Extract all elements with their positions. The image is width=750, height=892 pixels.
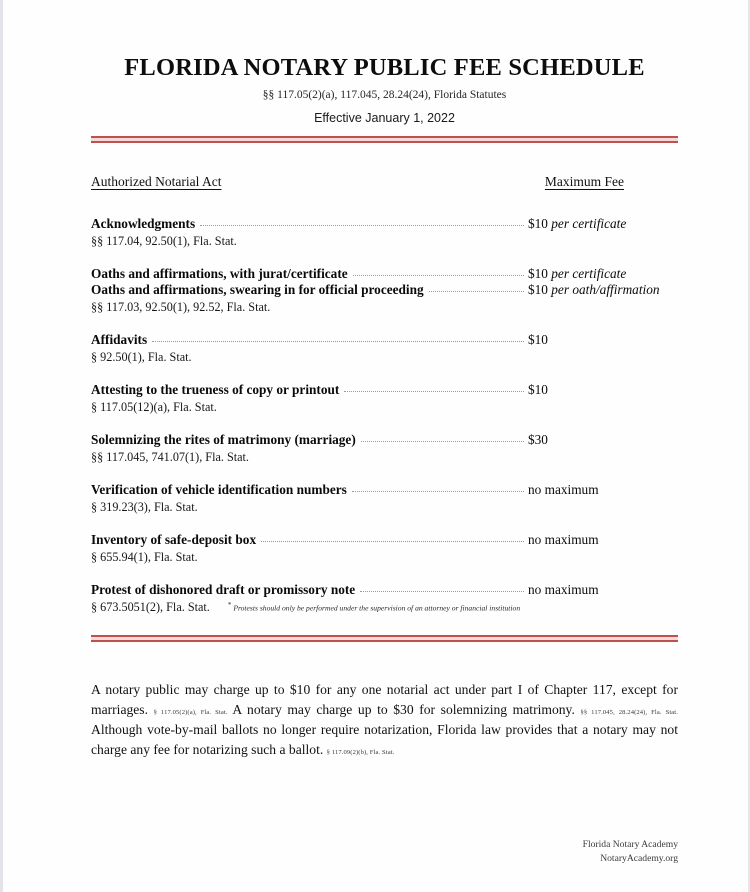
fee-line xyxy=(91,382,678,398)
table-row xyxy=(91,332,678,365)
fee-amount: $10 xyxy=(528,332,548,347)
paragraph-citation-2: §§ 117.045, 28.24(24), Fla. Stat. xyxy=(580,708,678,716)
paragraph-part-2: A notary may charge up to $30 for solemnizing matrimony. xyxy=(232,701,575,717)
fee-amount: no maximum xyxy=(528,482,599,497)
act-label: Oaths and affirmations, with jurat/certificate xyxy=(91,266,348,281)
statute-citation: § 673.5051(2), Fla. Stat. xyxy=(91,600,210,614)
citation-with-footnote xyxy=(91,598,678,615)
fee-amount: $10 xyxy=(528,382,548,397)
act-label: Affidavits xyxy=(91,332,148,347)
fee-amount: no maximum xyxy=(528,582,599,597)
paragraph-citation-1: § 117.05(2)(a), Fla. Stat. xyxy=(153,708,228,716)
fee-value xyxy=(528,282,678,298)
bottom-divider-rule xyxy=(91,635,678,642)
fee-amount: $10 xyxy=(528,282,548,297)
dot-leader xyxy=(344,390,524,392)
table-column-headers xyxy=(91,174,678,190)
act-label: Acknowledgments xyxy=(91,216,196,231)
fee-value xyxy=(528,382,678,398)
fee-schedule-table xyxy=(91,216,678,615)
fee-amount: $10 xyxy=(528,266,548,281)
footer-organization: Florida Notary Academy xyxy=(582,839,678,851)
asterisk-icon: * xyxy=(227,601,232,610)
fee-value xyxy=(528,432,678,448)
dot-leader xyxy=(200,224,524,226)
protest-footnote xyxy=(228,601,520,613)
fee-value xyxy=(528,482,678,498)
statute-citation: § 117.05(12)(a), Fla. Stat. xyxy=(91,400,217,414)
fee-unit: per certificate xyxy=(551,266,627,281)
act-label: Verification of vehicle identification numbers xyxy=(91,482,347,497)
statute-citation: § 319.23(3), Fla. Stat. xyxy=(91,500,198,514)
fee-line xyxy=(91,432,678,448)
table-row xyxy=(91,382,678,415)
dot-leader xyxy=(429,290,524,292)
column-header-fee: Maximum Fee xyxy=(544,174,624,189)
table-row xyxy=(91,432,678,465)
paragraph-part-3: Although vote-by-mail ballots no longer require notarization, Florida law provides that a notary may not charge any fee for notarizing such a ballot. xyxy=(91,721,678,757)
top-divider-rule xyxy=(91,136,678,143)
document-footer xyxy=(583,838,678,866)
table-row xyxy=(91,582,678,615)
fee-value xyxy=(528,332,678,348)
protest-footnote-text: Protests should only be performed under the supervision of an attorney or financial institution xyxy=(233,604,521,613)
act-label: Solemnizing the rites of matrimony (marriage) xyxy=(91,432,356,447)
fee-line xyxy=(91,582,678,598)
dot-leader xyxy=(361,440,524,442)
column-header-act: Authorized Notarial Act xyxy=(91,174,222,189)
fee-value xyxy=(528,266,678,282)
act-label: Attesting to the trueness of copy or printout xyxy=(91,382,340,397)
statute-citation: § 92.50(1), Fla. Stat. xyxy=(91,350,192,364)
fee-amount: $30 xyxy=(528,432,548,447)
table-row xyxy=(91,532,678,565)
act-label: Oaths and affirmations, swearing in for official proceeding xyxy=(91,282,424,297)
paragraph-part-1: A notary public may charge up to $10 for any one notarial act under part I of Chapter 117, except for marriages. xyxy=(91,682,678,717)
fee-line xyxy=(91,216,678,232)
fee-amount: no maximum xyxy=(528,532,599,547)
fee-value xyxy=(528,532,678,548)
fee-unit: per oath/affirmation xyxy=(551,282,660,297)
statute-citation: §§ 117.03, 92.50(1), 92.52, Fla. Stat. xyxy=(91,300,271,314)
act-label: Inventory of safe-deposit box xyxy=(91,532,257,547)
dot-leader xyxy=(353,274,524,276)
statute-subtitle: §§ 117.05(2)(a), 117.045, 28.24(24), Florida Statutes xyxy=(262,89,507,101)
table-row xyxy=(91,482,678,515)
fee-line xyxy=(91,266,678,282)
fee-unit: per certificate xyxy=(551,216,627,231)
act-label: Protest of dishonored draft or promissory note xyxy=(91,582,356,597)
closing-paragraph xyxy=(91,680,678,760)
statute-citation: §§ 117.04, 92.50(1), Fla. Stat. xyxy=(91,234,237,248)
document-sheet xyxy=(3,0,748,892)
paragraph-citation-3: § 117.09(2)(b), Fla. Stat. xyxy=(326,748,395,756)
dot-leader xyxy=(152,340,524,342)
page-title: FLORIDA NOTARY PUBLIC FEE SCHEDULE xyxy=(124,54,645,81)
footer-website: NotaryAcademy.org xyxy=(600,853,678,865)
fee-line xyxy=(91,532,678,548)
table-row xyxy=(91,266,678,315)
dot-leader xyxy=(360,590,524,592)
statute-citation: § 655.94(1), Fla. Stat. xyxy=(91,550,198,564)
dot-leader xyxy=(261,540,524,542)
fee-line xyxy=(91,482,678,498)
fee-line xyxy=(91,332,678,348)
fee-line xyxy=(91,282,678,298)
dot-leader xyxy=(352,490,524,492)
table-row xyxy=(91,216,678,249)
fee-amount: $10 xyxy=(528,216,548,231)
effective-date: Effective January 1, 2022 xyxy=(314,111,455,125)
fee-value xyxy=(528,582,678,598)
statute-citation: §§ 117.045, 741.07(1), Fla. Stat. xyxy=(91,450,249,464)
fee-value xyxy=(528,216,678,232)
